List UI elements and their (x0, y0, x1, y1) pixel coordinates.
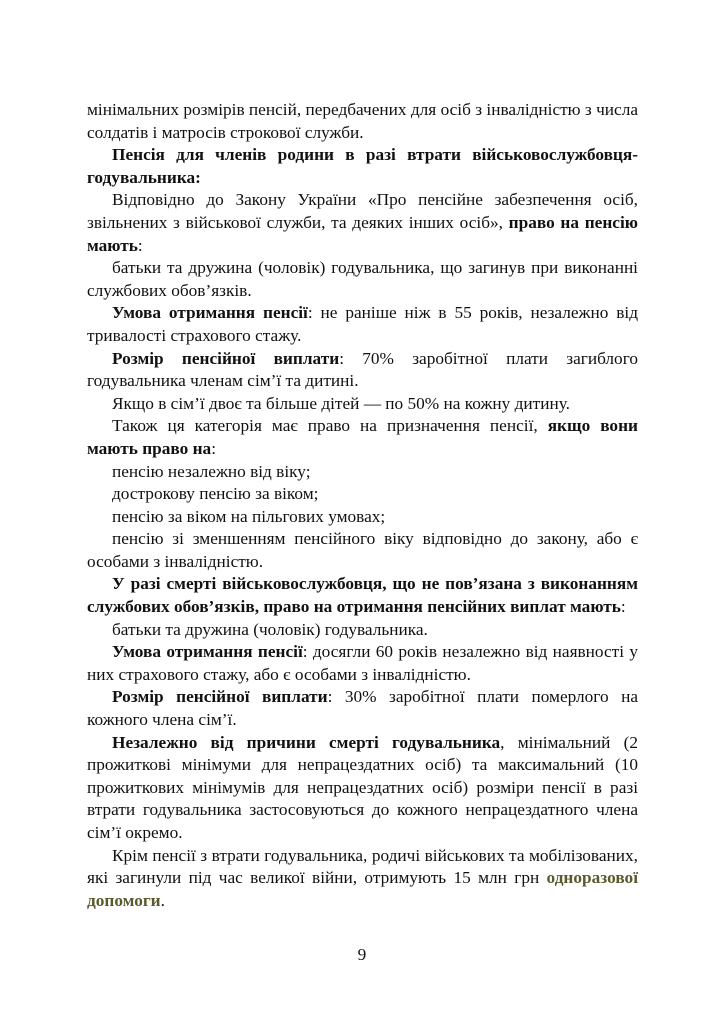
list-item: пенсію незалежно від віку; (112, 461, 311, 481)
page-number: 9 (357, 945, 367, 964)
paragraph-pension-condition-2: Умова отримання пенсії: досягли 60 років незалежно від наявності у них страхового стажу, або є особами з інвалідністю. (87, 642, 638, 684)
list-item: дострокову пенсію за віком; (112, 484, 319, 504)
paragraph-law-reference: Відповідно до Закону України «Про пенсійне забезпечення осіб, звільнених з військової служби, та деяких інших осіб», право на пенсію мають: (87, 190, 638, 255)
paragraph-continuation: мінімальних розмірів пенсій, передбачених для осіб з інвалідністю з числа солдатів і матросів строкової служби. (87, 100, 638, 142)
page-body (87, 99, 638, 912)
paragraph-eligible-relatives-2: батьки та дружина (чоловік) годувальника. (112, 619, 428, 639)
paragraph-eligible-relatives: батьки та дружина (чоловік) годувальника, що загинув при виконанні службових обов’язків. (87, 258, 638, 300)
paragraph-one-time-aid: Крім пенсії з втрати годувальника, родичі військових та мобілізованих, які загинули під час великої війни, отримують 15 млн грн одноразової допомоги. (87, 845, 638, 910)
section-heading-survivor-pension: Пенсія для членів родини в разі втрати військовослужбовця-годувальника: (87, 145, 638, 187)
paragraph-pension-condition: Умова отримання пенсії: не раніше ніж в 55 років, незалежно від тривалості страхового стажу. (87, 303, 638, 345)
list-item: пенсію за віком на пільгових умовах; (112, 506, 386, 526)
list-item-last: пенсію зі зменшенням пенсійного віку відповідно до закону, або є особами з інвалідністю. (87, 529, 638, 571)
paragraph-pension-amount-2: Розмір пенсійної виплати: 30% заробітної плати померлого на кожного члена сім’ї. (87, 687, 638, 730)
paragraph-additional-rights: Також ця категорія має право на призначення пенсії, якщо вони мають право на: (87, 416, 638, 458)
paragraph-pension-amount: Розмір пенсійної виплати: 70% заробітної плати загиблого годувальника членам сім’ї та дитині. (87, 348, 638, 391)
paragraph-children-rate: Якщо в сім’ї двоє та більше дітей — по 50% на кожну дитину. (112, 393, 570, 413)
paragraph-min-max-pension: Незалежно від причини смерті годувальника, мінімальний (2 прожиткові мінімуми для непрацездатних осіб) та максимальний (10 прожиткових мінімумів для непрацездатних осіб) розміри пенсії в разі втрати годувальника застосовуються до кожного непрацездатного члена сім’ї окремо. (87, 732, 638, 842)
section-heading-non-service-death: У разі смерті військовослужбовця, що не пов’язана з виконанням службових обов’язків, право на отримання пенсійних виплат мають: (87, 574, 638, 617)
one-time-aid-link[interactable]: одноразової допомоги (87, 868, 638, 910)
